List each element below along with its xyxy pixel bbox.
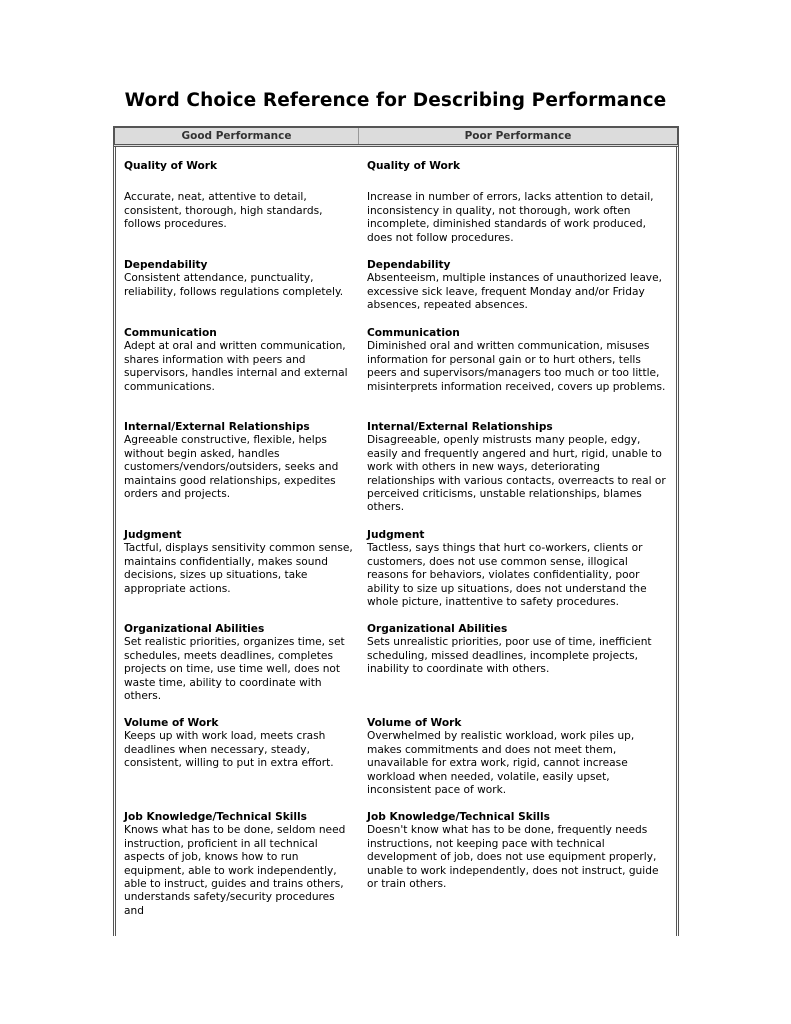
- poor-heading: Internal/External Relationships: [367, 421, 553, 433]
- good-cell-dependability: [124, 259, 356, 299]
- good-cell-communication: [124, 327, 356, 394]
- poor-cell-job-knowledge: [367, 811, 667, 891]
- poor-description: Increase in number of errors, lacks attention to detail, inconsistency in quality, not thorough, work often incomplete, diminished standards of work produced, does not follow procedures.: [367, 191, 654, 244]
- good-cell-job-knowledge: [124, 811, 356, 918]
- poor-heading: Communication: [367, 327, 460, 339]
- poor-heading: Dependability: [367, 259, 451, 271]
- good-description: Consistent attendance, punctuality, reliability, follows regulations completely.: [124, 272, 344, 298]
- poor-cell-organizational-abilities: [367, 623, 667, 677]
- poor-description: Diminished oral and written communication, misuses information for personal gain or to hurt others, tells peers and supervisors/managers too much or too little, misinterprets information received, covers up problems.: [367, 340, 666, 393]
- poor-heading: Organizational Abilities: [367, 623, 508, 635]
- good-cell-organizational-abilities: [124, 623, 356, 703]
- good-cell-volume-of-work: [124, 717, 356, 771]
- poor-heading: Volume of Work: [367, 717, 462, 729]
- header-good-performance: Good Performance: [115, 128, 359, 144]
- poor-cell-dependability: [367, 259, 667, 313]
- good-description: Knows what has to be done, seldom need instruction, proficient in all technical aspects of job, knows how to run equipment, able to work independently, able to instruct, guides and trains others, understands safety/security procedures and: [124, 824, 346, 917]
- good-heading: Judgment: [124, 529, 182, 541]
- good-cell-relationships: [124, 421, 356, 501]
- good-heading: Quality of Work: [124, 160, 218, 172]
- poor-cell-communication: [367, 327, 667, 394]
- poor-cell-quality-of-work: [367, 160, 667, 245]
- page-title: Word Choice Reference for Describing Performance: [124, 90, 667, 111]
- table-header-row: [113, 126, 679, 147]
- poor-description: Doesn't know what has to be done, frequently needs instructions, not keeping pace with technical development of job, does not use equipment properly, unable to work independently, does not instruct, guide or train others.: [367, 824, 659, 891]
- poor-description: Disagreeable, openly mistrusts many people, edgy, easily and frequently angered and hurt, rigid, unable to work with others in new ways, deteriorating relationships with various contacts, overreacts to real or perceived criticisms, unstable relationships, blames others.: [367, 434, 666, 514]
- good-description: Tactful, displays sensitivity common sense, maintains confidentially, makes sound decisions, sizes up situations, take appropriate actions.: [124, 542, 353, 595]
- poor-description: Sets unrealistic priorities, poor use of time, inefficient scheduling, missed deadlines, incomplete projects, inability to coordinate with others.: [367, 636, 652, 676]
- good-description: Accurate, neat, attentive to detail, consistent, thorough, high standards, follows procedures.: [124, 191, 323, 231]
- good-heading: Volume of Work: [124, 717, 219, 729]
- poor-heading: Judgment: [367, 529, 425, 541]
- poor-heading: Quality of Work: [367, 160, 461, 172]
- good-heading: Internal/External Relationships: [124, 421, 310, 433]
- poor-description: Overwhelmed by realistic workload, work piles up, makes commitments and does not meet them, unavailable for extra work, rigid, cannot increase workload when needed, volatile, easily upset, inconsistent pace of work.: [367, 730, 635, 797]
- good-heading: Dependability: [124, 259, 208, 271]
- good-description: Agreeable constructive, flexible, helps without begin asked, handles customers/vendors/outsiders, seeks and maintains good relationships, expedites orders and projects.: [124, 434, 339, 501]
- poor-cell-relationships: [367, 421, 667, 515]
- good-cell-judgment: [124, 529, 356, 596]
- good-description: Keeps up with work load, meets crash deadlines when necessary, steady, consistent, willing to put in extra effort.: [124, 730, 334, 770]
- good-cell-quality-of-work: [124, 160, 356, 232]
- poor-description: Absenteeism, multiple instances of unauthorized leave, excessive sick leave, frequent Monday and/or Friday absences, repeated absences.: [367, 272, 662, 312]
- poor-heading: Job Knowledge/Technical Skills: [367, 811, 550, 823]
- good-description: Set realistic priorities, organizes time, set schedules, meets deadlines, completes projects on time, use time well, does not waste time, ability to coordinate with others.: [124, 636, 345, 703]
- header-poor-performance: Poor Performance: [464, 130, 572, 142]
- poor-cell-volume-of-work: [367, 717, 667, 797]
- poor-cell-judgment: [367, 529, 667, 609]
- poor-description: Tactless, says things that hurt co-workers, clients or customers, does not use common sense, illogical reasons for behaviors, violates confidentiality, poor ability to size up situations, does not understand the whole picture, inattentive to safety procedures.: [367, 542, 647, 609]
- good-heading: Communication: [124, 327, 217, 339]
- good-description: Adept at oral and written communication, shares information with peers and supervisors, handles internal and external communications.: [124, 340, 348, 393]
- good-heading: Job Knowledge/Technical Skills: [124, 811, 307, 823]
- good-heading: Organizational Abilities: [124, 623, 265, 635]
